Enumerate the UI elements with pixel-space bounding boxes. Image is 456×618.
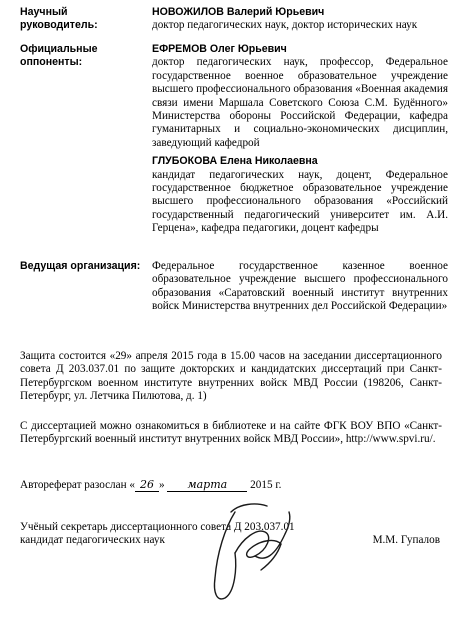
supervisor-name: НОВОЖИЛОВ Валерий Юрьевич: [152, 6, 325, 18]
handwritten-day: 26: [135, 478, 159, 492]
supervisor-details: доктор педагогических наук, доктор исторических наук: [152, 19, 418, 32]
abstract-sent-line: Автореферат разослан « 26 » марта 2015 г.: [20, 478, 282, 491]
secretary-name: М.М. Гупалов: [372, 534, 440, 546]
library-paragraph: С диссертацией можно ознакомиться в библиотеке и на сайте ФГК ВОУ ВПО «Санкт-Петербургский военный институт внутренних войск МВД России», http://www.spvi.ru/.: [20, 420, 442, 446]
opponent-1-name: ЕФРЕМОВ Олег Юрьевич: [152, 43, 287, 55]
opponents-section: [20, 43, 448, 236]
opponent-2-name: ГЛУБОКОВА Елена Николаевна: [152, 155, 318, 168]
opponents-label: Официальные оппоненты:: [20, 43, 98, 69]
lead-organization-label: Ведущая организация:: [20, 260, 141, 272]
secretary-title-line2: кандидат педагогических наук: [20, 534, 165, 546]
handwritten-month: марта: [167, 478, 247, 492]
secretary-title-line1: Учёный секретарь диссертационного совета Д 203.037.01: [20, 521, 295, 533]
lead-organization-section: [20, 260, 448, 314]
supervisor-label: Научный руководитель:: [20, 6, 98, 32]
opponent-2-details: кандидат педагогических наук, доцент, Федеральное государственное бюджетное образовательное учреждение высшего профессионального образования «Российский государственный педагогический университет им. А.И. Герцена», кафедра педагогики, доцент кафедры: [152, 168, 448, 235]
signature-icon: [195, 498, 295, 608]
opponent-1-details: доктор педагогических наук, профессор, Федеральное государственное военное образовательное учреждение высшего профессионального образования «Военная академия связи имени Маршала Советского Союза С.М. Будённого» Министерства обороны Российской Федерации, кафедра гуманитарных и социально-экономических дисциплин, заведующий кафедрой: [152, 56, 448, 149]
supervisor-section: [20, 6, 448, 33]
defense-paragraph: Защита состоится «29» апреля 2015 года в 15.00 часов на заседании диссертационного совета Д 203.037.01 по защите докторских и кандидатских диссертаций при Санкт-Петербургском военном институте внутренних войск МВД России (198206, Санкт-Петербург, ул. Летчика Пилютова, д. 1): [20, 350, 442, 403]
lead-organization-details: Федеральное государственное казенное военное образовательное учреждение высшего профессионального образования «Саратовский военный институт внутренних войск Министерства внутренних дел Российской Федерации»: [152, 260, 448, 313]
